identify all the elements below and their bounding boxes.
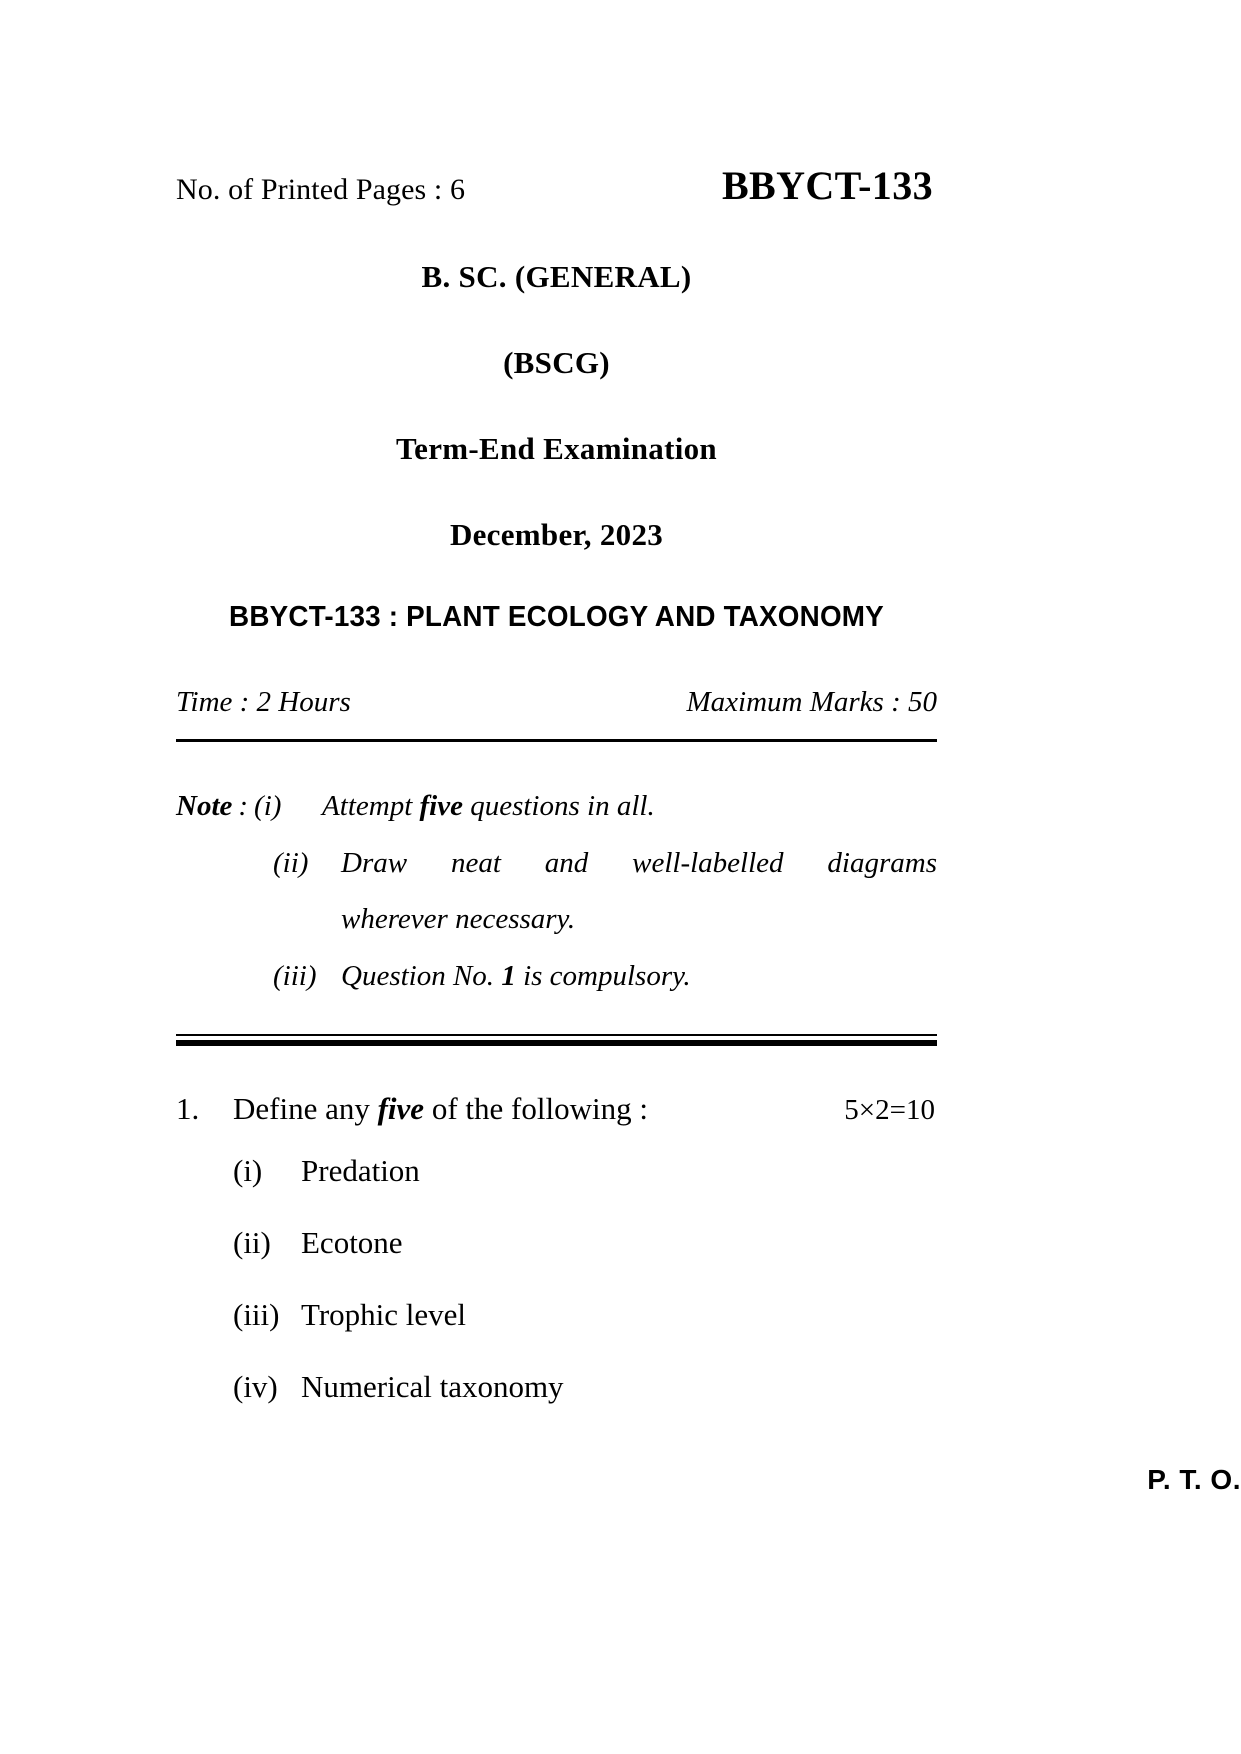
question-1-text-after: of the following : bbox=[424, 1091, 648, 1127]
question-1 bbox=[176, 1091, 937, 1405]
sub-item-iii-number: (iii) bbox=[233, 1297, 280, 1333]
examination-heading: Term-End Examination bbox=[396, 431, 717, 466]
note-label: Note bbox=[176, 790, 233, 822]
note-item-ii-line1: Draw neat and well-labelled diagrams bbox=[341, 846, 937, 879]
question-1-number: 1. bbox=[176, 1091, 200, 1127]
note-item-i-text bbox=[322, 778, 937, 835]
note-item-i-emphasis: five bbox=[419, 790, 463, 822]
list-item bbox=[233, 1225, 937, 1261]
list-item bbox=[233, 1297, 937, 1333]
sub-item-i-number: (i) bbox=[233, 1153, 263, 1189]
degree-heading: B. SC. (GENERAL) bbox=[421, 259, 692, 294]
note-item-i bbox=[176, 778, 937, 835]
printed-pages-label: No. of Printed Pages : 6 bbox=[176, 173, 466, 206]
sub-item-iv-number: (iv) bbox=[233, 1369, 278, 1405]
note-item-iii bbox=[273, 948, 937, 1005]
question-1-text-before: Define any bbox=[233, 1091, 378, 1127]
note-item-i-number: (i) bbox=[254, 790, 282, 822]
session-heading: December, 2023 bbox=[449, 517, 664, 552]
subject-title: BBYCT-133 : PLANT ECOLOGY AND TAXONOMY bbox=[229, 601, 884, 633]
note-colon: : bbox=[238, 790, 249, 822]
header-divider bbox=[176, 739, 937, 742]
program-heading: (BSCG) bbox=[503, 345, 610, 380]
sub-item-ii-text: Ecotone bbox=[301, 1225, 403, 1261]
page-content bbox=[176, 0, 937, 1405]
sub-item-ii-number: (ii) bbox=[233, 1225, 271, 1261]
note-item-iii-text-before: Question No. bbox=[341, 959, 502, 992]
time-allowed: Time : 2 Hours bbox=[176, 686, 351, 718]
note-item-iii-text bbox=[341, 948, 937, 1005]
question-1-text bbox=[233, 1091, 844, 1127]
note-item-iii-number: (iii) bbox=[273, 959, 317, 992]
question-1-marks: 5×2=10 bbox=[844, 1094, 935, 1127]
question-1-emphasis: five bbox=[377, 1091, 425, 1127]
course-code-label: BBYCT-133 bbox=[721, 163, 933, 208]
note-item-ii-text bbox=[341, 835, 937, 948]
note-item-iii-emphasis: 1 bbox=[501, 959, 516, 992]
note-item-iii-text-after: is compulsory. bbox=[515, 959, 691, 992]
list-item bbox=[233, 1369, 937, 1405]
list-item bbox=[233, 1153, 937, 1189]
note-divider-thick bbox=[176, 1040, 937, 1046]
question-1-sub-items bbox=[176, 1153, 937, 1405]
sub-item-iv-text: Numerical taxonomy bbox=[301, 1369, 564, 1405]
exam-info-row bbox=[176, 686, 937, 719]
note-item-ii-number: (ii) bbox=[273, 846, 309, 879]
question-1-header bbox=[176, 1091, 937, 1127]
page-turn-over-label: P. T. O. bbox=[1147, 1464, 1241, 1495]
sub-item-iii-text: Trophic level bbox=[301, 1297, 467, 1333]
note-item-i-text-after: questions in all. bbox=[462, 790, 655, 822]
note-item-i-text-before: Attempt bbox=[322, 790, 420, 822]
maximum-marks: Maximum Marks : 50 bbox=[686, 686, 937, 718]
page-header bbox=[176, 162, 937, 214]
note-section bbox=[176, 778, 937, 1004]
note-item-ii-line2: wherever necessary. bbox=[341, 903, 576, 936]
note-divider bbox=[176, 1034, 937, 1046]
note-item-ii bbox=[273, 835, 937, 948]
sub-item-i-text: Predation bbox=[301, 1153, 420, 1189]
